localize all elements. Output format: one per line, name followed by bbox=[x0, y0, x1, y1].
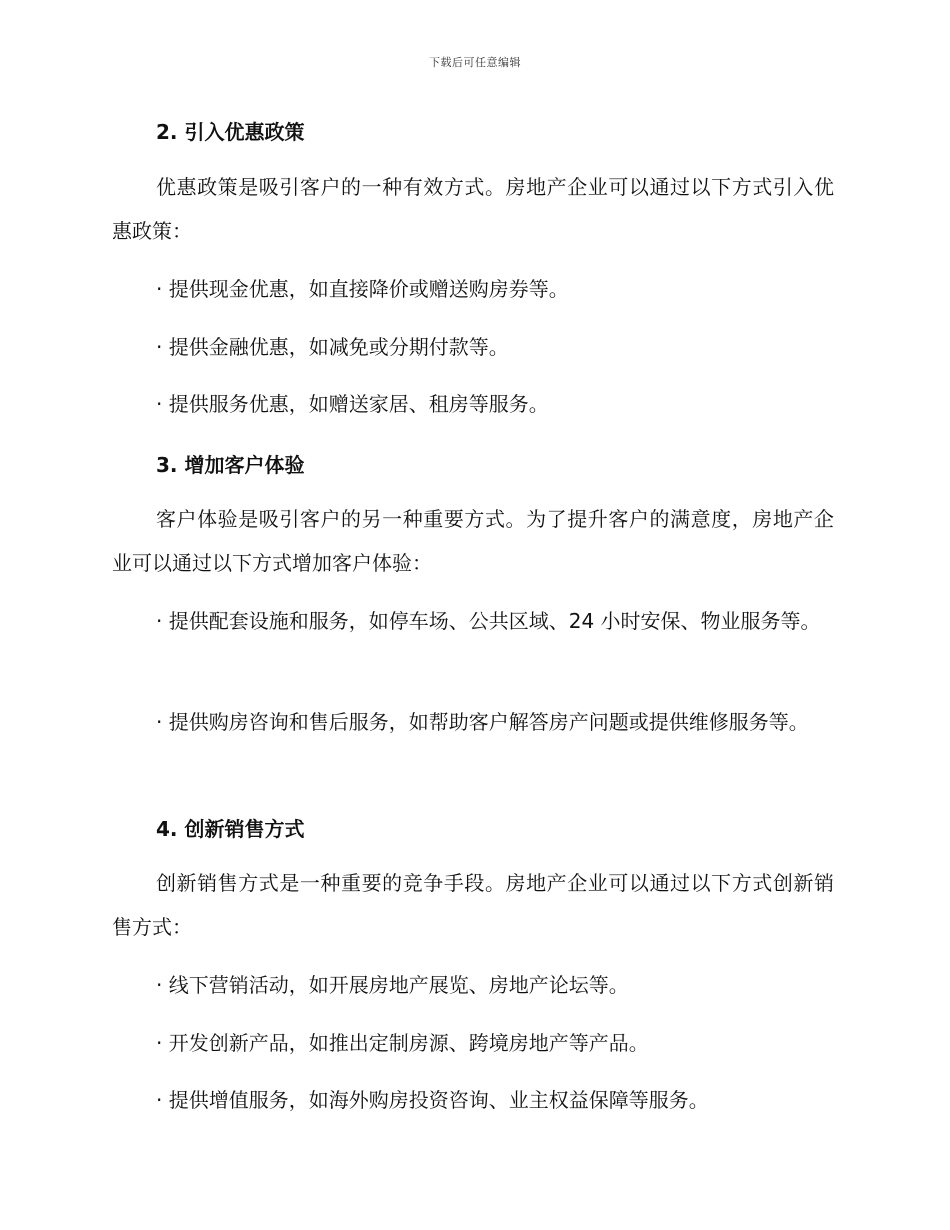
section-intro-3: 客户体验是吸引客户的另一种重要方式。为了提升客户的满意度，房地产企业可以通过以下方式增加客户体验： bbox=[112, 507, 834, 575]
bullet-item: · 开发创新产品，如推出定制房源、跨境房地产等产品。 bbox=[156, 1031, 649, 1055]
page-header: 下载后可任意编辑 bbox=[429, 56, 521, 69]
bullet-item: · 提供金融优惠，如减免或分期付款等。 bbox=[156, 335, 509, 359]
section-heading-2: 2. 引入优惠政策 bbox=[156, 120, 305, 144]
section-intro-4: 创新销售方式是一种重要的竞争手段。房地产企业可以通过以下方式创新销售方式： bbox=[112, 871, 834, 939]
section-intro-2: 优惠政策是吸引客户的一种有效方式。房地产企业可以通过以下方式引入优惠政策： bbox=[112, 175, 834, 243]
bullet-item: · 线下营销活动，如开展房地产展览、房地产论坛等。 bbox=[156, 973, 629, 997]
bullet-item: · 提供增值服务，如海外购房投资咨询、业主权益保障等服务。 bbox=[156, 1088, 709, 1112]
section-heading-4: 4. 创新销售方式 bbox=[156, 817, 305, 841]
bullet-item: · 提供服务优惠，如赠送家居、租房等服务。 bbox=[156, 392, 549, 416]
bullet-item: · 提供购房咨询和售后服务，如帮助客户解答房产问题或提供维修服务等。 bbox=[156, 710, 809, 734]
bullet-item: · 提供配套设施和服务，如停车场、公共区域、24 小时安保、物业服务等。 bbox=[156, 609, 821, 633]
section-heading-3: 3. 增加客户体验 bbox=[156, 453, 305, 477]
bullet-item: · 提供现金优惠，如直接降价或赠送购房券等。 bbox=[156, 277, 569, 301]
